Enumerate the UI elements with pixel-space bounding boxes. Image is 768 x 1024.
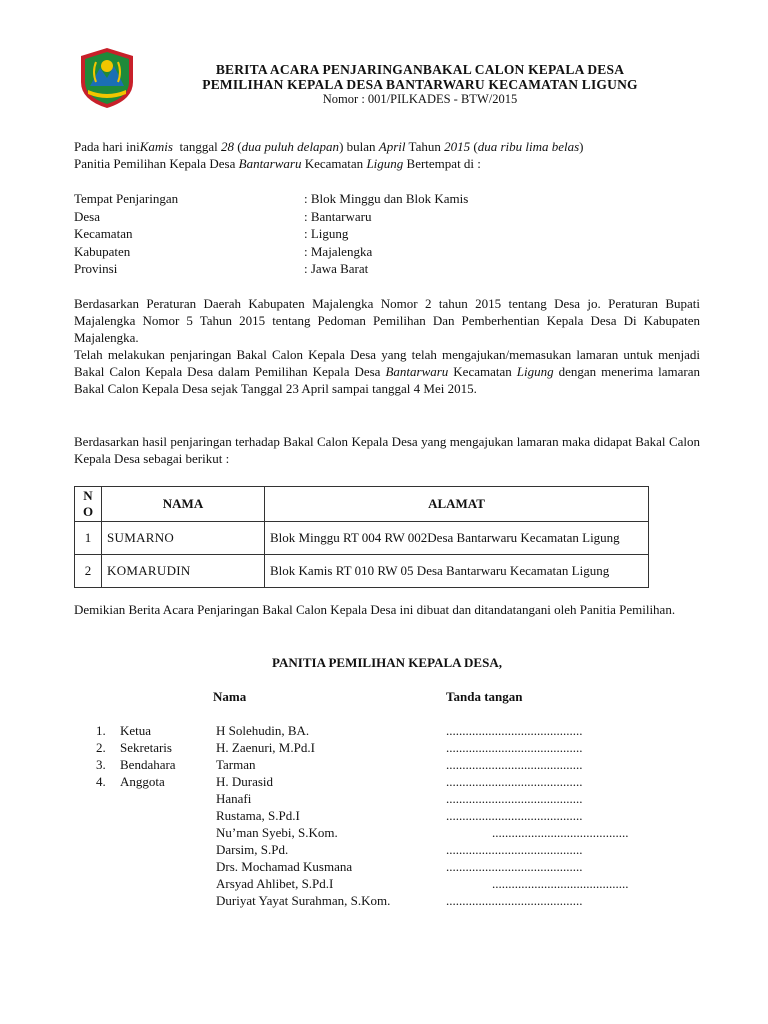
column-header-no bbox=[75, 487, 102, 522]
intro-text: ( bbox=[470, 139, 478, 154]
member-name: Arsyad Ahlibet, S.Pd.I bbox=[216, 876, 334, 891]
member-role bbox=[120, 875, 216, 892]
screening-paragraph bbox=[74, 346, 700, 397]
column-header-address: ALAMAT bbox=[265, 487, 649, 522]
member-name: Hanafi bbox=[216, 791, 252, 806]
member-number: 2. bbox=[96, 740, 106, 755]
intro-village: Bantarwaru bbox=[238, 156, 302, 171]
member-name: Duriyat Yayat Surahman, S.Kom. bbox=[216, 893, 391, 908]
member-name: H. Durasid bbox=[216, 774, 274, 789]
candidate-name: SUMARNO bbox=[102, 522, 265, 555]
member-name: H. Zaenuri, M.Pd.I bbox=[216, 740, 315, 755]
member-number bbox=[96, 858, 120, 875]
intro-text: ) bbox=[579, 139, 584, 154]
candidate-address: Blok Kamis RT 010 RW 05 Desa Bantarwaru Kecamatan Ligung bbox=[265, 555, 649, 588]
intro-district: Ligung bbox=[366, 156, 404, 171]
committee-member-row bbox=[96, 739, 716, 756]
detail-label: Desa bbox=[74, 208, 100, 224]
signature-line: .......................................... bbox=[446, 757, 583, 772]
location-details bbox=[74, 190, 674, 278]
table-row bbox=[75, 522, 649, 555]
intro-year-words: dua ribu lima belas bbox=[477, 139, 580, 154]
member-name: Nu’man Syebi, S.Kom. bbox=[216, 825, 338, 840]
table-header-row bbox=[75, 487, 649, 522]
result-paragraph: Berdasarkan hasil penjaringan terhadap Bakal Calon Kepala Desa yang mengajukan lamaran maka didapat Bakal Calon Kepala Desa sebagai berikut : bbox=[74, 434, 700, 466]
column-header-name: NAMA bbox=[102, 487, 265, 522]
committee-member-row bbox=[96, 773, 716, 790]
detail-label: Kecamatan bbox=[74, 226, 133, 241]
member-role bbox=[120, 858, 216, 875]
member-number bbox=[96, 892, 120, 909]
member-role bbox=[120, 824, 216, 841]
member-number: 3. bbox=[96, 757, 106, 772]
signature-line: .......................................... bbox=[446, 723, 583, 738]
document-header bbox=[140, 62, 700, 107]
detail-row bbox=[74, 243, 674, 261]
member-name: Darsim, S.Pd. bbox=[216, 842, 289, 857]
member-number: 1. bbox=[96, 723, 106, 738]
member-number: 4. bbox=[96, 774, 106, 789]
committee-member-row bbox=[96, 875, 716, 892]
row-number: 2 bbox=[75, 555, 102, 588]
legal-basis-paragraph: Berdasarkan Peraturan Daerah Kabupaten Majalengka Nomor 2 tahun 2015 tentang Desa jo. Peraturan Bupati Majalengka Nomor 5 Tahun 2015 tentang Pedoman Pemilihan Dan Pemberhentian Kepala Desa Di Kabupaten Majalengka. bbox=[74, 296, 700, 345]
regency-emblem-icon bbox=[78, 46, 136, 110]
screening-district: Ligung bbox=[516, 364, 554, 379]
member-role bbox=[120, 892, 216, 909]
signature-line: .......................................... bbox=[446, 893, 583, 908]
member-number bbox=[96, 807, 120, 824]
table-row bbox=[75, 555, 649, 588]
signature-line: .......................................... bbox=[446, 774, 583, 789]
committee-member-row bbox=[96, 807, 716, 824]
member-role bbox=[120, 807, 216, 824]
intro-text: ( bbox=[233, 139, 242, 154]
signature-line: .......................................... bbox=[446, 808, 583, 823]
signature-line: .......................................... bbox=[492, 876, 629, 891]
screening-text: dengan menerima lamaran Bakal Calon Kepala Desa sejak Tanggal 23 April sampai tanggal 4 Mei 2015. bbox=[74, 364, 700, 396]
member-number bbox=[96, 841, 120, 858]
intro-text: ) bulan bbox=[339, 139, 379, 154]
screening-text: Telah melakukan penjaringan Bakal Calon Kepala Desa yang telah mengajukan/memasukan lamaran untuk menjadi Bakal Calon Kepala Desa dalam Pemilihan Kepala Desa bbox=[74, 347, 700, 379]
committee-signature-header: Tanda tangan bbox=[446, 689, 523, 704]
column-header-no-b: O bbox=[82, 504, 94, 519]
detail-value: : Blok Minggu dan Blok Kamis bbox=[304, 191, 469, 206]
screening-text: Kecamatan bbox=[448, 364, 517, 379]
detail-value: : Bantarwaru bbox=[304, 208, 372, 224]
closing-paragraph: Demikian Berita Acara Penjaringan Bakal Calon Kepala Desa ini dibuat dan ditandatangani oleh Panitia Pemilihan. bbox=[74, 602, 676, 617]
intro-date-words: dua puluh delapan bbox=[241, 139, 340, 154]
detail-value: : Jawa Barat bbox=[304, 261, 369, 276]
signature-line: .......................................... bbox=[492, 825, 629, 840]
intro-month: April bbox=[378, 139, 406, 154]
intro-line2 bbox=[74, 155, 700, 172]
header-title-line1: BERITA ACARA PENJARINGANBAKAL CALON KEPALA DESA bbox=[215, 62, 625, 77]
member-name: Rustama, S.Pd.I bbox=[216, 808, 300, 823]
detail-value: : Majalengka bbox=[304, 243, 373, 259]
intro-text: Bertempat di : bbox=[403, 156, 481, 171]
member-name: Tarman bbox=[216, 757, 256, 772]
detail-label: Provinsi bbox=[74, 261, 118, 276]
committee-member-row bbox=[96, 858, 716, 875]
header-title-line2: PEMILIHAN KEPALA DESA BANTARWARU KECAMATAN LIGUNG bbox=[202, 77, 638, 92]
member-name: H Solehudin, BA. bbox=[216, 723, 310, 738]
signature-line: .......................................... bbox=[446, 791, 583, 806]
detail-row bbox=[74, 208, 674, 226]
detail-row bbox=[74, 260, 674, 278]
detail-row bbox=[74, 190, 674, 208]
member-role: Sekretaris bbox=[120, 740, 172, 755]
detail-label: Kabupaten bbox=[74, 243, 131, 259]
candidate-name: KOMARUDIN bbox=[102, 555, 265, 588]
committee-signature-list bbox=[96, 722, 716, 909]
member-role: Anggota bbox=[120, 774, 165, 789]
intro-day: Kamis bbox=[139, 139, 173, 154]
intro-date: 28 bbox=[220, 139, 234, 154]
detail-label: Tempat Penjaringan bbox=[74, 191, 179, 206]
committee-member-row bbox=[96, 722, 716, 739]
member-number bbox=[96, 790, 120, 807]
committee-member-row bbox=[96, 790, 716, 807]
committee-member-row bbox=[96, 756, 716, 773]
intro-paragraph bbox=[74, 138, 700, 172]
member-number bbox=[96, 875, 120, 892]
document-number: Nomor : 001/PILKADES - BTW/2015 bbox=[322, 92, 518, 106]
member-number bbox=[96, 824, 120, 841]
committee-member-row bbox=[96, 841, 716, 858]
detail-value: : Ligung bbox=[304, 226, 349, 241]
signature-line: .......................................... bbox=[446, 740, 583, 755]
member-role bbox=[120, 841, 216, 858]
member-role: Bendahara bbox=[120, 757, 176, 772]
candidates-table bbox=[74, 486, 649, 588]
column-header-no-a: N bbox=[83, 488, 93, 503]
signature-line: .......................................... bbox=[446, 859, 583, 874]
detail-row bbox=[74, 225, 674, 243]
member-role: Ketua bbox=[120, 723, 152, 738]
committee-member-row bbox=[96, 892, 716, 909]
intro-text: tanggal bbox=[172, 139, 221, 154]
committee-member-row bbox=[96, 824, 716, 841]
intro-year: 2015 bbox=[444, 139, 471, 154]
row-number: 1 bbox=[75, 522, 102, 555]
committee-name-header: Nama bbox=[213, 689, 247, 704]
intro-text: Kecamatan bbox=[301, 156, 367, 171]
intro-line1 bbox=[74, 138, 700, 155]
intro-text: Tahun bbox=[405, 139, 445, 154]
member-role bbox=[120, 790, 216, 807]
candidate-address: Blok Minggu RT 004 RW 002Desa Bantarwaru Kecamatan Ligung bbox=[265, 522, 649, 555]
screening-village: Bantarwaru bbox=[385, 364, 449, 379]
signature-line: .......................................... bbox=[446, 842, 583, 857]
committee-title: PANITIA PEMILIHAN KEPALA DESA, bbox=[272, 655, 502, 670]
intro-text: Pada hari ini bbox=[74, 139, 140, 154]
intro-text: Panitia Pemilihan Kepala Desa bbox=[74, 156, 239, 171]
member-name: Drs. Mochamad Kusmana bbox=[216, 859, 353, 874]
